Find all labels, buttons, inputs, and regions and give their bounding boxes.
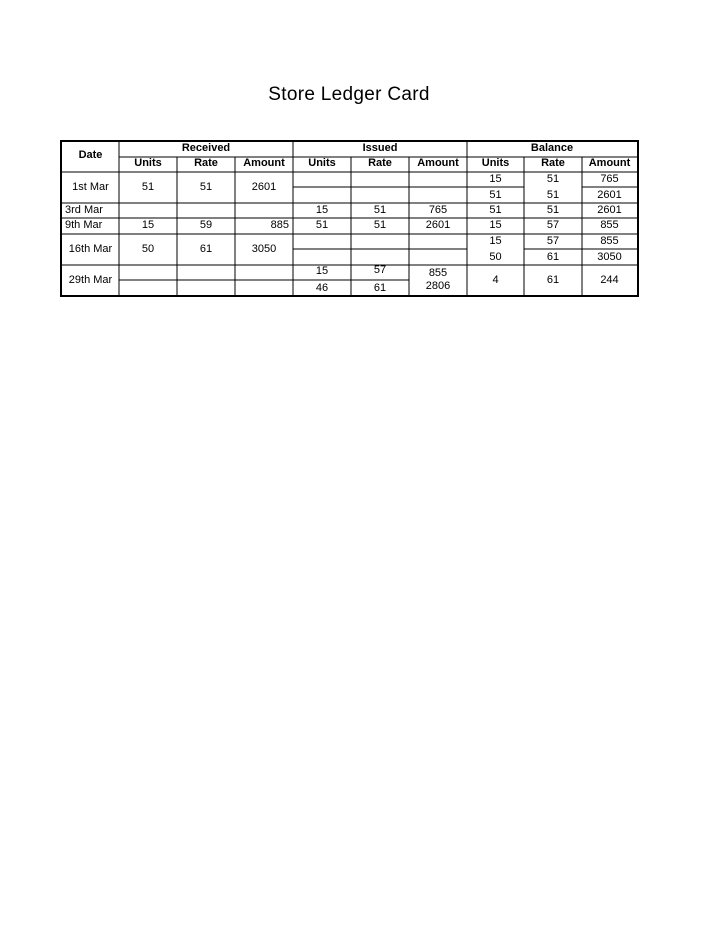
- header-balance: Balance: [530, 142, 574, 154]
- balance-units: 15: [489, 235, 502, 247]
- header-date: Date: [78, 149, 103, 161]
- balance-amount: 244: [600, 274, 619, 286]
- issued-rate: 51: [373, 204, 387, 216]
- issued-rate: 61: [373, 282, 387, 294]
- balance-amount: 855: [600, 219, 619, 231]
- balance-rate: 51: [546, 189, 560, 201]
- header-received-rate: Rate: [194, 157, 218, 169]
- issued-rate: 51: [373, 219, 387, 231]
- issued-units: 46: [315, 282, 329, 294]
- issued-amount: 2806: [425, 280, 451, 292]
- balance-units: 51: [489, 204, 502, 216]
- row-date: 3rd Mar: [65, 204, 103, 216]
- row-date: 16th Mar: [68, 243, 113, 255]
- balance-units: 4: [492, 274, 499, 286]
- header-balance-rate: Rate: [541, 157, 565, 169]
- balance-units: 51: [489, 189, 502, 201]
- balance-amount: 765: [600, 173, 619, 185]
- balance-amount: 855: [600, 235, 619, 247]
- row-date: 29th Mar: [68, 274, 113, 286]
- page-title: Store Ledger Card: [268, 84, 430, 105]
- issued-amount: 2601: [425, 219, 451, 231]
- received-rate: 61: [199, 243, 213, 255]
- issued-units: 15: [315, 265, 329, 277]
- received-amount: 2601: [251, 181, 277, 193]
- balance-units: 50: [489, 251, 502, 263]
- balance-amount: 3050: [597, 251, 622, 263]
- issued-units: 51: [315, 219, 329, 231]
- received-rate: 59: [199, 219, 213, 231]
- balance-rate: 51: [546, 173, 560, 185]
- received-units: 15: [141, 219, 155, 231]
- balance-rate: 51: [546, 204, 560, 216]
- header-balance-amount: Amount: [588, 157, 631, 169]
- issued-units: 15: [315, 204, 329, 216]
- balance-rate: 57: [546, 219, 560, 231]
- issued-rate: 57: [373, 264, 387, 276]
- row-date: 9th Mar: [65, 219, 103, 231]
- balance-amount: 2601: [597, 189, 622, 201]
- balance-units: 15: [489, 173, 502, 185]
- issued-amount: 765: [428, 204, 448, 216]
- header-received-amount: Amount: [243, 157, 285, 169]
- balance-rate: 61: [546, 251, 560, 263]
- store-ledger-table: [60, 140, 639, 297]
- balance-rate: 61: [546, 274, 560, 286]
- received-amount: 3050: [251, 243, 277, 255]
- header-issued: Issued: [362, 142, 398, 154]
- balance-amount: 2601: [597, 204, 622, 216]
- header-received: Received: [181, 142, 231, 154]
- received-units: 50: [141, 243, 155, 255]
- received-rate: 51: [199, 181, 213, 193]
- balance-rate: 57: [546, 235, 560, 247]
- header-issued-amount: Amount: [417, 157, 459, 169]
- issued-amount: 855: [428, 267, 448, 279]
- header-issued-units: Units: [308, 157, 336, 169]
- received-units: 51: [141, 181, 155, 193]
- header-issued-rate: Rate: [368, 157, 392, 169]
- balance-units: 15: [489, 219, 502, 231]
- row-date: 1st Mar: [72, 181, 109, 193]
- header-balance-units: Units: [481, 157, 510, 169]
- header-received-units: Units: [134, 157, 162, 169]
- received-amount: 885: [270, 219, 289, 231]
